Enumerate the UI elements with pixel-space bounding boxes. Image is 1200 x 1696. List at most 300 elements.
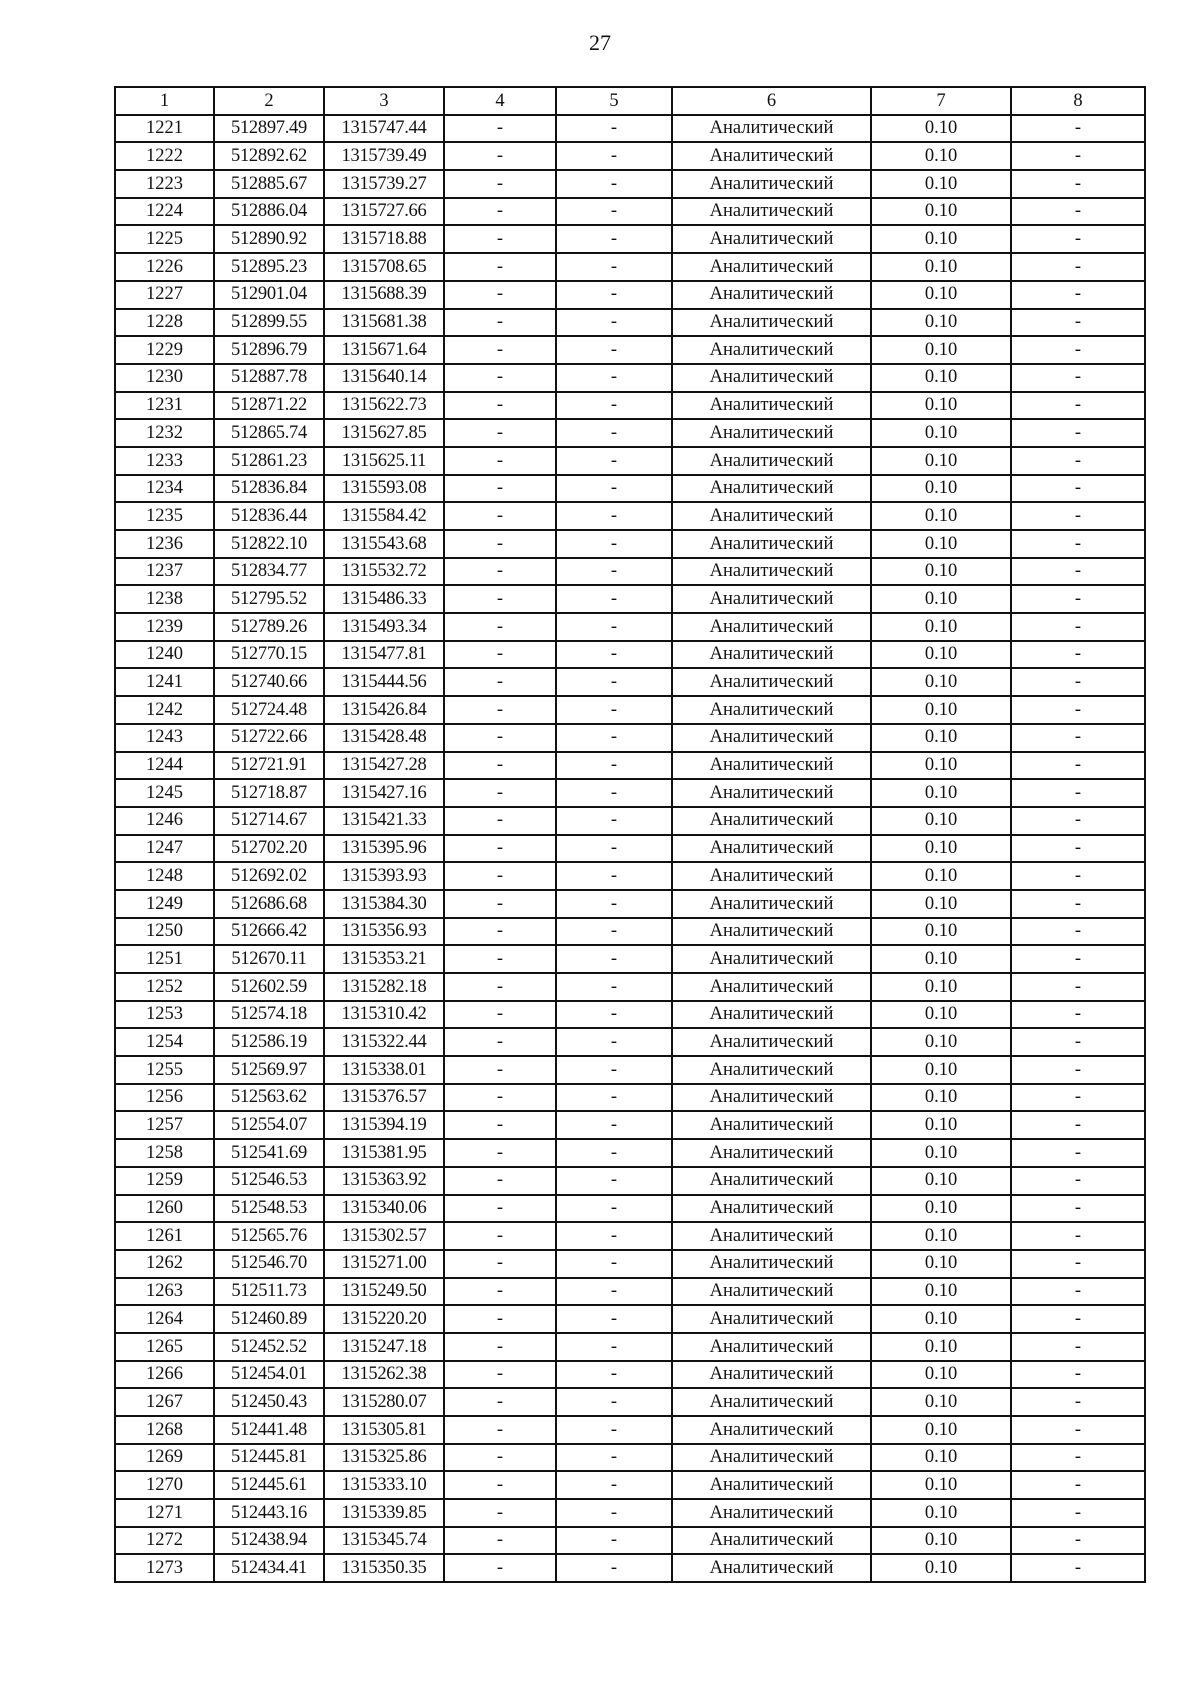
table-row [115,1527,1145,1555]
column-8-cell: - [1011,447,1145,475]
precision-cell: 0.10 [871,558,1011,586]
column-4-cell: - [444,309,556,337]
x-coordinate-cell: 512445.81 [214,1444,324,1472]
column-5-cell: - [556,1111,672,1139]
y-coordinate-cell: 1315486.33 [324,585,444,613]
precision-cell: 0.10 [871,1167,1011,1195]
precision-cell: 0.10 [871,1028,1011,1056]
x-coordinate-cell: 512569.97 [214,1056,324,1084]
method-cell: Аналитический [672,724,871,752]
table-row [115,613,1145,641]
column-4-cell: - [444,1554,556,1582]
column-5-cell: - [556,281,672,309]
column-5-cell: - [556,198,672,226]
x-coordinate-cell: 512865.74 [214,419,324,447]
precision-cell: 0.10 [871,1554,1011,1582]
x-coordinate-cell: 512686.68 [214,890,324,918]
column-4-cell: - [444,1222,556,1250]
table-row [115,447,1145,475]
y-coordinate-cell: 1315384.30 [324,890,444,918]
column-4-cell: - [444,1278,556,1306]
column-8-cell: - [1011,1305,1145,1333]
method-cell: Аналитический [672,170,871,198]
column-8-cell: - [1011,530,1145,558]
y-coordinate-cell: 1315543.68 [324,530,444,558]
table-row [115,225,1145,253]
column-5-cell: - [556,336,672,364]
column-4-cell: - [444,1361,556,1389]
method-cell: Аналитический [672,1111,871,1139]
y-coordinate-cell: 1315247.18 [324,1333,444,1361]
column-8-cell: - [1011,336,1145,364]
x-coordinate-cell: 512554.07 [214,1111,324,1139]
table-row [115,890,1145,918]
point-number-cell: 1235 [115,502,214,530]
y-coordinate-cell: 1315381.95 [324,1139,444,1167]
x-coordinate-cell: 512460.89 [214,1305,324,1333]
column-4-cell: - [444,1250,556,1278]
column-4-cell: - [444,918,556,946]
precision-cell: 0.10 [871,1195,1011,1223]
method-cell: Аналитический [672,1499,871,1527]
table-row [115,1028,1145,1056]
method-cell: Аналитический [672,862,871,890]
point-number-cell: 1255 [115,1056,214,1084]
column-4-cell: - [444,585,556,613]
x-coordinate-cell: 512666.42 [214,918,324,946]
column-4-cell: - [444,807,556,835]
x-coordinate-cell: 512546.53 [214,1167,324,1195]
table-row [115,779,1145,807]
column-8-cell: - [1011,1111,1145,1139]
method-cell: Аналитический [672,1278,871,1306]
method-cell: Аналитический [672,115,871,143]
column-5-cell: - [556,530,672,558]
precision-cell: 0.10 [871,198,1011,226]
y-coordinate-cell: 1315584.42 [324,502,444,530]
column-4-cell: - [444,1195,556,1223]
column-4-cell: - [444,419,556,447]
precision-cell: 0.10 [871,170,1011,198]
method-cell: Аналитический [672,1028,871,1056]
table-row [115,1471,1145,1499]
method-cell: Аналитический [672,558,871,586]
column-5-cell: - [556,918,672,946]
precision-cell: 0.10 [871,1361,1011,1389]
point-number-cell: 1240 [115,641,214,669]
column-header: 4 [444,87,556,115]
column-8-cell: - [1011,419,1145,447]
column-8-cell: - [1011,668,1145,696]
column-8-cell: - [1011,862,1145,890]
column-8-cell: - [1011,1554,1145,1582]
column-header: 2 [214,87,324,115]
point-number-cell: 1232 [115,419,214,447]
column-8-cell: - [1011,198,1145,226]
method-cell: Аналитический [672,779,871,807]
precision-cell: 0.10 [871,309,1011,337]
column-4-cell: - [444,281,556,309]
precision-cell: 0.10 [871,1111,1011,1139]
x-coordinate-cell: 512670.11 [214,945,324,973]
column-8-cell: - [1011,1278,1145,1306]
point-number-cell: 1241 [115,668,214,696]
column-5-cell: - [556,1084,672,1112]
y-coordinate-cell: 1315356.93 [324,918,444,946]
method-cell: Аналитический [672,835,871,863]
column-5-cell: - [556,585,672,613]
y-coordinate-cell: 1315340.06 [324,1195,444,1223]
table-row [115,1139,1145,1167]
column-5-cell: - [556,115,672,143]
point-number-cell: 1262 [115,1250,214,1278]
table-row [115,1195,1145,1223]
column-4-cell: - [444,1084,556,1112]
x-coordinate-cell: 512901.04 [214,281,324,309]
table-row [115,807,1145,835]
column-5-cell: - [556,1527,672,1555]
point-number-cell: 1265 [115,1333,214,1361]
column-5-cell: - [556,1278,672,1306]
table-row [115,668,1145,696]
column-8-cell: - [1011,1527,1145,1555]
column-4-cell: - [444,779,556,807]
method-cell: Аналитический [672,585,871,613]
table-row [115,475,1145,503]
column-4-cell: - [444,641,556,669]
column-5-cell: - [556,890,672,918]
x-coordinate-cell: 512896.79 [214,336,324,364]
precision-cell: 0.10 [871,668,1011,696]
table-row [115,502,1145,530]
y-coordinate-cell: 1315345.74 [324,1527,444,1555]
column-4-cell: - [444,1527,556,1555]
column-header: 6 [672,87,871,115]
method-cell: Аналитический [672,1250,871,1278]
column-4-cell: - [444,835,556,863]
x-coordinate-cell: 512890.92 [214,225,324,253]
method-cell: Аналитический [672,1084,871,1112]
point-number-cell: 1256 [115,1084,214,1112]
y-coordinate-cell: 1315305.81 [324,1416,444,1444]
column-4-cell: - [444,530,556,558]
method-cell: Аналитический [672,419,871,447]
table-row [115,1499,1145,1527]
method-cell: Аналитический [672,1333,871,1361]
x-coordinate-cell: 512511.73 [214,1278,324,1306]
point-number-cell: 1269 [115,1444,214,1472]
column-8-cell: - [1011,281,1145,309]
method-cell: Аналитический [672,1001,871,1029]
point-number-cell: 1238 [115,585,214,613]
point-number-cell: 1273 [115,1554,214,1582]
column-5-cell: - [556,1361,672,1389]
y-coordinate-cell: 1315353.21 [324,945,444,973]
method-cell: Аналитический [672,281,871,309]
method-cell: Аналитический [672,1305,871,1333]
column-5-cell: - [556,1388,672,1416]
method-cell: Аналитический [672,253,871,281]
point-number-cell: 1224 [115,198,214,226]
y-coordinate-cell: 1315493.34 [324,613,444,641]
table-row [115,1361,1145,1389]
column-5-cell: - [556,1056,672,1084]
column-5-cell: - [556,364,672,392]
point-number-cell: 1237 [115,558,214,586]
precision-cell: 0.10 [871,1278,1011,1306]
x-coordinate-cell: 512789.26 [214,613,324,641]
precision-cell: 0.10 [871,1471,1011,1499]
column-4-cell: - [444,752,556,780]
x-coordinate-cell: 512718.87 [214,779,324,807]
point-number-cell: 1249 [115,890,214,918]
column-5-cell: - [556,447,672,475]
table-row [115,198,1145,226]
column-4-cell: - [444,862,556,890]
precision-cell: 0.10 [871,1250,1011,1278]
table-row [115,862,1145,890]
y-coordinate-cell: 1315428.48 [324,724,444,752]
column-8-cell: - [1011,142,1145,170]
column-5-cell: - [556,1139,672,1167]
column-8-cell: - [1011,835,1145,863]
y-coordinate-cell: 1315688.39 [324,281,444,309]
precision-cell: 0.10 [871,1499,1011,1527]
point-number-cell: 1272 [115,1527,214,1555]
method-cell: Аналитический [672,1167,871,1195]
column-5-cell: - [556,1028,672,1056]
column-8-cell: - [1011,1056,1145,1084]
column-4-cell: - [444,696,556,724]
column-4-cell: - [444,475,556,503]
column-8-cell: - [1011,364,1145,392]
column-4-cell: - [444,1416,556,1444]
point-number-cell: 1260 [115,1195,214,1223]
method-cell: Аналитический [672,1056,871,1084]
y-coordinate-cell: 1315532.72 [324,558,444,586]
precision-cell: 0.10 [871,392,1011,420]
column-8-cell: - [1011,115,1145,143]
table-row [115,281,1145,309]
column-5-cell: - [556,1195,672,1223]
column-8-cell: - [1011,1471,1145,1499]
column-5-cell: - [556,807,672,835]
precision-cell: 0.10 [871,890,1011,918]
point-number-cell: 1239 [115,613,214,641]
point-number-cell: 1230 [115,364,214,392]
y-coordinate-cell: 1315640.14 [324,364,444,392]
y-coordinate-cell: 1315350.35 [324,1554,444,1582]
point-number-cell: 1236 [115,530,214,558]
column-8-cell: - [1011,1250,1145,1278]
x-coordinate-cell: 512541.69 [214,1139,324,1167]
column-4-cell: - [444,1305,556,1333]
column-8-cell: - [1011,1499,1145,1527]
y-coordinate-cell: 1315363.92 [324,1167,444,1195]
precision-cell: 0.10 [871,1001,1011,1029]
x-coordinate-cell: 512452.52 [214,1333,324,1361]
precision-cell: 0.10 [871,752,1011,780]
table-row [115,336,1145,364]
y-coordinate-cell: 1315302.57 [324,1222,444,1250]
point-number-cell: 1258 [115,1139,214,1167]
method-cell: Аналитический [672,225,871,253]
table-row [115,115,1145,143]
table-row [115,558,1145,586]
method-cell: Аналитический [672,890,871,918]
x-coordinate-cell: 512721.91 [214,752,324,780]
method-cell: Аналитический [672,475,871,503]
precision-cell: 0.10 [871,1333,1011,1361]
column-5-cell: - [556,392,672,420]
point-number-cell: 1223 [115,170,214,198]
column-5-cell: - [556,1167,672,1195]
y-coordinate-cell: 1315395.96 [324,835,444,863]
column-4-cell: - [444,336,556,364]
point-number-cell: 1261 [115,1222,214,1250]
point-number-cell: 1244 [115,752,214,780]
x-coordinate-cell: 512563.62 [214,1084,324,1112]
precision-cell: 0.10 [871,724,1011,752]
column-header: 8 [1011,87,1145,115]
table-row [115,1388,1145,1416]
precision-cell: 0.10 [871,1444,1011,1472]
column-8-cell: - [1011,1001,1145,1029]
x-coordinate-cell: 512714.67 [214,807,324,835]
method-cell: Аналитический [672,1195,871,1223]
column-4-cell: - [444,613,556,641]
y-coordinate-cell: 1315747.44 [324,115,444,143]
table-row [115,364,1145,392]
precision-cell: 0.10 [871,807,1011,835]
column-8-cell: - [1011,1195,1145,1223]
column-4-cell: - [444,392,556,420]
column-4-cell: - [444,890,556,918]
precision-cell: 0.10 [871,918,1011,946]
y-coordinate-cell: 1315421.33 [324,807,444,835]
table-row [115,1222,1145,1250]
x-coordinate-cell: 512722.66 [214,724,324,752]
table-row [115,1444,1145,1472]
table-row [115,530,1145,558]
precision-cell: 0.10 [871,253,1011,281]
column-5-cell: - [556,1416,672,1444]
method-cell: Аналитический [672,752,871,780]
x-coordinate-cell: 512548.53 [214,1195,324,1223]
column-8-cell: - [1011,225,1145,253]
x-coordinate-cell: 512692.02 [214,862,324,890]
column-5-cell: - [556,1305,672,1333]
y-coordinate-cell: 1315426.84 [324,696,444,724]
point-number-cell: 1229 [115,336,214,364]
table-row [115,170,1145,198]
column-5-cell: - [556,668,672,696]
column-8-cell: - [1011,1028,1145,1056]
method-cell: Аналитический [672,918,871,946]
column-5-cell: - [556,558,672,586]
y-coordinate-cell: 1315727.66 [324,198,444,226]
method-cell: Аналитический [672,198,871,226]
column-5-cell: - [556,1333,672,1361]
method-cell: Аналитический [672,364,871,392]
column-5-cell: - [556,973,672,1001]
x-coordinate-cell: 512887.78 [214,364,324,392]
column-5-cell: - [556,1222,672,1250]
method-cell: Аналитический [672,502,871,530]
point-number-cell: 1242 [115,696,214,724]
column-8-cell: - [1011,724,1145,752]
column-4-cell: - [444,1471,556,1499]
y-coordinate-cell: 1315622.73 [324,392,444,420]
point-number-cell: 1268 [115,1416,214,1444]
table-row [115,945,1145,973]
table-row [115,1084,1145,1112]
method-cell: Аналитический [672,447,871,475]
point-number-cell: 1227 [115,281,214,309]
x-coordinate-cell: 512724.48 [214,696,324,724]
column-5-cell: - [556,253,672,281]
column-5-cell: - [556,225,672,253]
column-8-cell: - [1011,973,1145,1001]
x-coordinate-cell: 512871.22 [214,392,324,420]
precision-cell: 0.10 [871,1056,1011,1084]
precision-cell: 0.10 [871,1084,1011,1112]
point-number-cell: 1263 [115,1278,214,1306]
column-8-cell: - [1011,1361,1145,1389]
column-4-cell: - [444,668,556,696]
y-coordinate-cell: 1315427.16 [324,779,444,807]
method-cell: Аналитический [672,1361,871,1389]
point-number-cell: 1225 [115,225,214,253]
x-coordinate-cell: 512899.55 [214,309,324,337]
x-coordinate-cell: 512886.04 [214,198,324,226]
x-coordinate-cell: 512836.84 [214,475,324,503]
y-coordinate-cell: 1315325.86 [324,1444,444,1472]
y-coordinate-cell: 1315220.20 [324,1305,444,1333]
column-4-cell: - [444,1111,556,1139]
method-cell: Аналитический [672,392,871,420]
precision-cell: 0.10 [871,336,1011,364]
y-coordinate-cell: 1315477.81 [324,641,444,669]
column-8-cell: - [1011,309,1145,337]
y-coordinate-cell: 1315444.56 [324,668,444,696]
method-cell: Аналитический [672,1139,871,1167]
column-5-cell: - [556,641,672,669]
x-coordinate-cell: 512454.01 [214,1361,324,1389]
column-4-cell: - [444,502,556,530]
y-coordinate-cell: 1315262.38 [324,1361,444,1389]
table-row [115,1416,1145,1444]
y-coordinate-cell: 1315376.57 [324,1084,444,1112]
column-8-cell: - [1011,502,1145,530]
y-coordinate-cell: 1315338.01 [324,1056,444,1084]
x-coordinate-cell: 512445.61 [214,1471,324,1499]
table-row [115,1554,1145,1582]
table-row [115,918,1145,946]
y-coordinate-cell: 1315393.93 [324,862,444,890]
column-header: 7 [871,87,1011,115]
column-5-cell: - [556,696,672,724]
column-5-cell: - [556,752,672,780]
table-row [115,1111,1145,1139]
x-coordinate-cell: 512795.52 [214,585,324,613]
point-number-cell: 1234 [115,475,214,503]
precision-cell: 0.10 [871,1527,1011,1555]
method-cell: Аналитический [672,668,871,696]
column-4-cell: - [444,1388,556,1416]
table-row [115,1333,1145,1361]
point-number-cell: 1264 [115,1305,214,1333]
